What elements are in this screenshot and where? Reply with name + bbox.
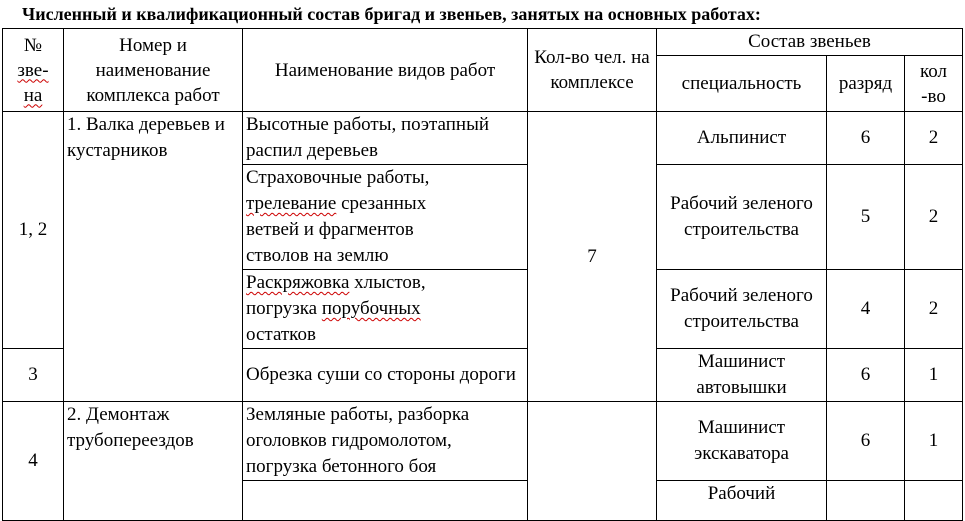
complex-1: 1. Валка деревьев и кустарников xyxy=(64,112,243,402)
qty-green-worker-4: 2 xyxy=(905,270,963,349)
specialty-excavator-operator: Машинист экскаватора xyxy=(657,402,827,481)
header-works: Наименование видов работ xyxy=(243,29,528,112)
grade-green-worker-5: 5 xyxy=(827,165,905,270)
grade-climber: 6 xyxy=(827,112,905,165)
specialty-green-worker-4: Рабочий зеленого строительства xyxy=(657,270,827,349)
work-bucking: Раскряжовка хлыстов, погрузка порубочных остатков xyxy=(243,270,528,349)
link-number-4: 4 xyxy=(3,402,64,521)
crew-composition-table xyxy=(2,28,963,521)
work-high-altitude: Высотные работы, поэтапный распил деревьев xyxy=(243,112,528,165)
grade-aerial-platform-operator: 6 xyxy=(827,349,905,402)
link-number-1-2: 1, 2 xyxy=(3,112,64,349)
header-specialty: специальность xyxy=(657,56,827,112)
header-link-number: № зве- на xyxy=(3,29,64,112)
people-count-complex-1: 7 xyxy=(528,112,657,402)
grade-green-worker-4: 4 xyxy=(827,270,905,349)
qty-aerial-platform-operator: 1 xyxy=(905,349,963,402)
document-title: Численный и квалификационный состав бригад и звеньев, занятых на основных работах: xyxy=(22,4,761,24)
people-count-complex-2 xyxy=(528,402,657,521)
specialty-green-worker-5: Рабочий зеленого строительства xyxy=(657,165,827,270)
grade-excavator-operator: 6 xyxy=(827,402,905,481)
work-safety-skidding: Страховочные работы, трелевание срезанных ветвей и фрагментов стволов на землю xyxy=(243,165,528,270)
header-composition: Состав звеньев xyxy=(657,29,963,56)
specialty-aerial-platform-operator: Машинист автовышки xyxy=(657,349,827,402)
header-count: Кол-во чел. на комплексе xyxy=(528,29,657,112)
qty-excavator-operator: 1 xyxy=(905,402,963,481)
specialty-worker-partial: Рабочий xyxy=(657,481,827,521)
header-complex: Номер и наименование комплекса работ xyxy=(64,29,243,112)
qty-climber: 2 xyxy=(905,112,963,165)
qty-green-worker-5: 2 xyxy=(905,165,963,270)
header-grade: разряд xyxy=(827,56,905,112)
header-qty: кол -во xyxy=(905,56,963,112)
specialty-climber: Альпинист xyxy=(657,112,827,165)
work-dry-branch-pruning: Обрезка суши со стороны дороги xyxy=(243,349,528,402)
work-earthworks: Земляные работы, разборка оголовков гидромолотом, погрузка бетонного боя xyxy=(243,402,528,481)
link-number-3: 3 xyxy=(3,349,64,402)
complex-2: 2. Демонтаж трубопереездов xyxy=(64,402,243,521)
